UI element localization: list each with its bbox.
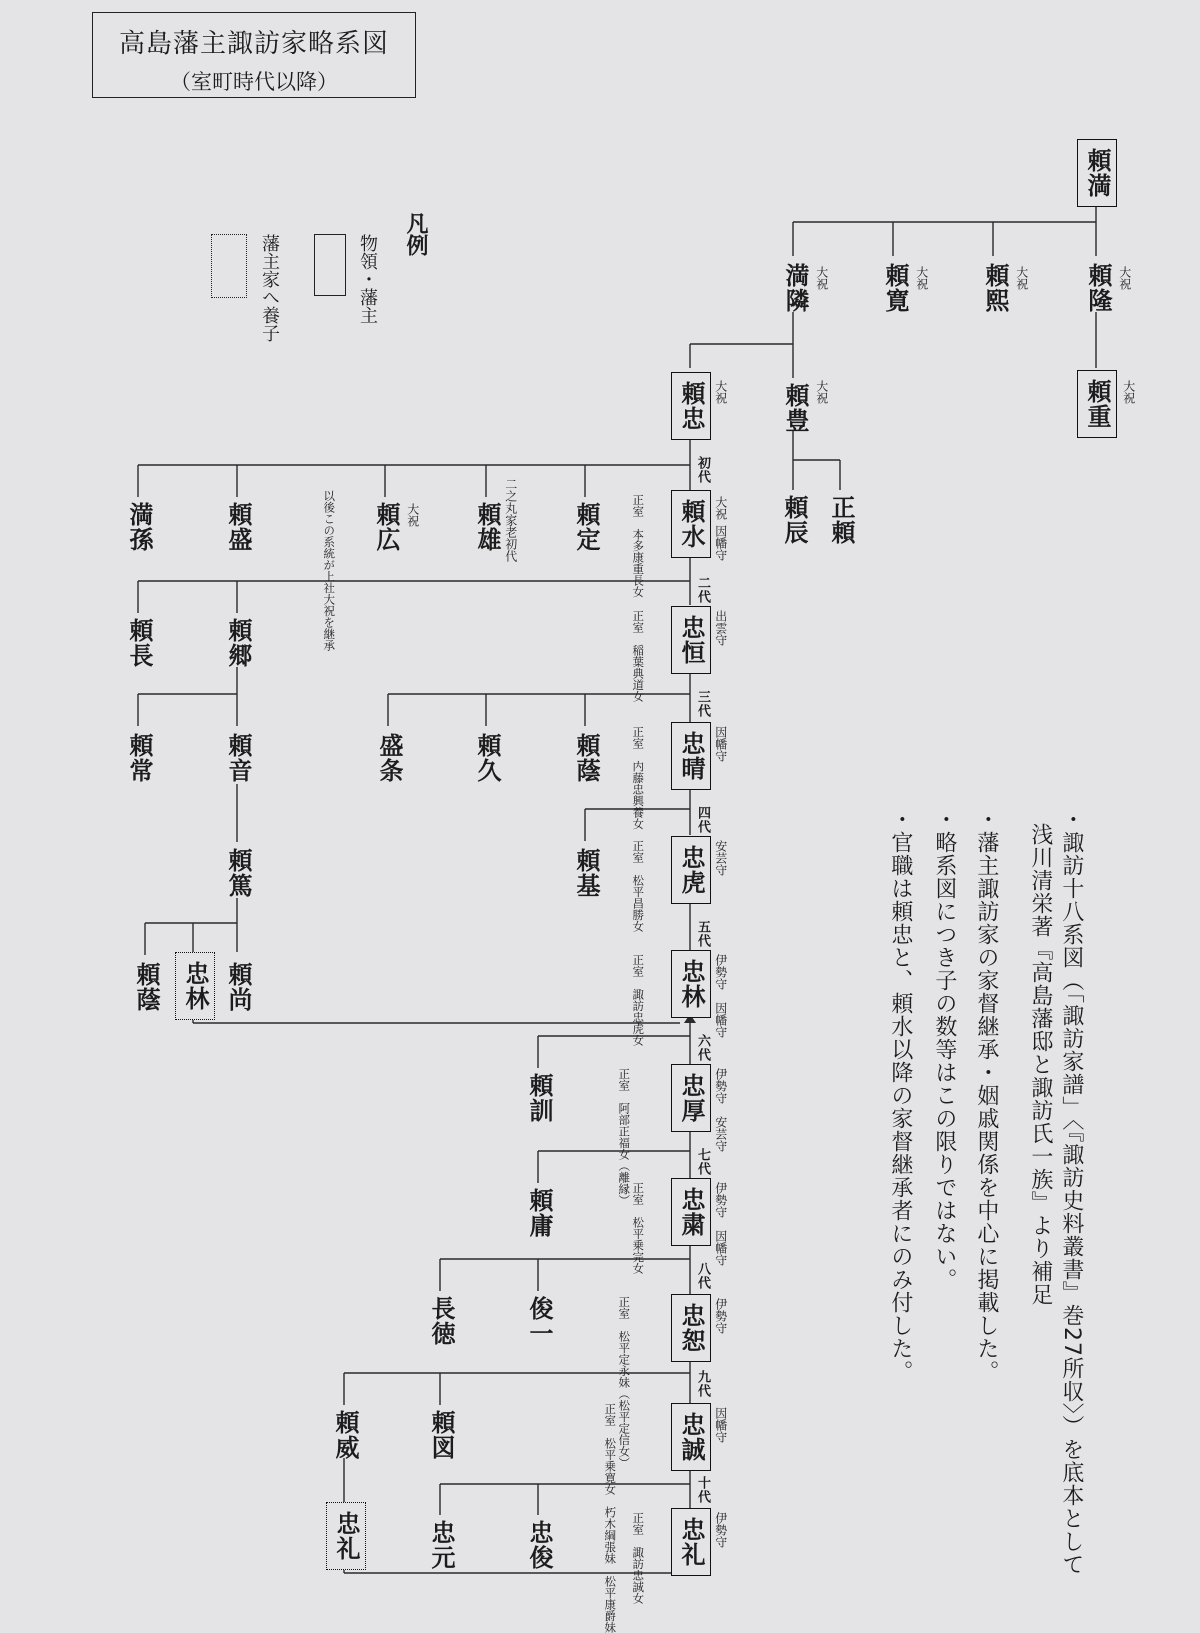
person-mitsumago: 満孫 bbox=[125, 502, 153, 552]
wife-note: 正室 内藤忠興養女 bbox=[631, 726, 646, 830]
person-mitsuchika: 満隣 bbox=[781, 263, 809, 313]
person-tadamasa: 忠誠 bbox=[671, 1403, 711, 1471]
person-yorihiro: 頼広 bbox=[372, 502, 400, 552]
legend-dotted-box bbox=[211, 234, 247, 298]
title-taihoori: 大祝 bbox=[814, 380, 829, 404]
person-yorimori: 頼盛 bbox=[224, 502, 252, 552]
wife-note: 正室 稲葉典道女 bbox=[631, 610, 646, 702]
person-tadakata: 忠粛 bbox=[671, 1178, 711, 1246]
person-yorikage: 頼蔭 bbox=[572, 733, 600, 783]
person-tadatsune: 忠恒 bbox=[671, 606, 711, 674]
note-2: 浅川清栄著『高島藩邸と諏訪氏一族』より補足 bbox=[1027, 823, 1053, 1306]
title-taihoori: 大祝 bbox=[1121, 380, 1136, 404]
wife-note: 正室 松平定永妹（松平定信女） bbox=[617, 1296, 632, 1469]
generation-label: 五代 bbox=[695, 920, 710, 948]
generation-label: 三代 bbox=[695, 690, 710, 718]
office-title: 因幡守 bbox=[713, 726, 728, 762]
person-yorinaga: 頼長 bbox=[125, 618, 153, 668]
person-yoritaka: 頼隆 bbox=[1084, 263, 1112, 313]
office-title: 伊勢守 安芸守 bbox=[713, 1068, 728, 1152]
title-taihoori: 大祝 bbox=[1117, 266, 1132, 290]
note-3: ・藩主諏訪家の家督継承・姻戚関係を中心に掲載した。 bbox=[973, 808, 999, 1383]
person-masayori: 正頼 bbox=[827, 495, 855, 545]
person-nagamichi: 長徳 bbox=[427, 1296, 455, 1346]
person-yorinori: 頼訓 bbox=[525, 1073, 553, 1123]
office-title: 伊勢守 bbox=[713, 1512, 728, 1548]
person-tadaharu: 忠晴 bbox=[671, 722, 711, 790]
generation-label: 七代 bbox=[695, 1148, 710, 1176]
title-taihoori: 大祝 bbox=[713, 380, 728, 404]
wife-note: 正室 松平乗完女 bbox=[631, 1182, 646, 1274]
office-title: 因幡守 bbox=[713, 525, 728, 561]
wife-note: 正室 諏訪忠誠女 bbox=[631, 1512, 646, 1604]
office-title: 因幡守 bbox=[713, 1407, 728, 1443]
person-yorihiro-k: 頼熙 bbox=[981, 263, 1009, 313]
office-title: 出雲守 bbox=[713, 610, 728, 646]
person-yoritada: 頼忠 bbox=[671, 372, 711, 440]
title-taihoori: 大祝 bbox=[405, 503, 420, 527]
legend-solid-box bbox=[314, 234, 346, 296]
person-shunichi: 俊一 bbox=[525, 1296, 553, 1346]
person-tadatoki: 忠林 bbox=[671, 950, 711, 1018]
person-tadaaya-adopt: 忠礼 bbox=[326, 1502, 366, 1570]
person-yorimizu: 頼水 bbox=[671, 490, 711, 558]
page-title: 高島藩主諏訪家略系図 bbox=[118, 29, 389, 59]
person-tadaatsu: 忠厚 bbox=[671, 1064, 711, 1132]
person-tadaaya: 忠礼 bbox=[671, 1508, 711, 1576]
person-moriyoshi: 盛条 bbox=[375, 733, 403, 783]
person-yorihisa: 頼久 bbox=[473, 733, 501, 783]
person-yorikatsu: 頼雄 bbox=[473, 502, 501, 552]
generation-label: 六代 bbox=[695, 1034, 710, 1062]
page-subtitle: （室町時代以降） bbox=[170, 70, 338, 94]
legend-solid-label: 物領・藩主 bbox=[357, 234, 378, 324]
note-5: ・官職は頼忠と、頼水以降の家督継承者にのみ付した。 bbox=[887, 808, 913, 1383]
succession-note: 以後この系統が上社大祝を継承 bbox=[322, 490, 337, 651]
title-taihoori: 大祝 bbox=[914, 266, 929, 290]
person-yoritake: 頼威 bbox=[331, 1410, 359, 1460]
legend-dotted-label: 藩主家へ養子 bbox=[259, 234, 280, 342]
wife-note: 正室 松平昌勝女 bbox=[631, 840, 646, 932]
person-yoriyasu2: 頼庸 bbox=[525, 1188, 553, 1238]
person-yorinao: 頼尚 bbox=[224, 962, 252, 1012]
note-ninomaru: 二之丸家老初代 bbox=[503, 478, 518, 562]
title-box bbox=[92, 12, 416, 98]
generation-label: 二代 bbox=[695, 576, 710, 604]
office-title: 伊勢守 bbox=[713, 1298, 728, 1334]
person-yorimoto: 頼基 bbox=[572, 848, 600, 898]
title-taihoori: 大祝 bbox=[1014, 266, 1029, 290]
legend-heading: 凡例 bbox=[403, 212, 428, 256]
generation-label: 初代 bbox=[695, 456, 710, 484]
generation-label: 十代 bbox=[695, 1476, 710, 1504]
wife-note: 正室 阿部正福女（離縁） bbox=[617, 1068, 632, 1206]
person-yoritsune: 頼常 bbox=[125, 733, 153, 783]
person-yoritoyo: 頼豊 bbox=[781, 383, 809, 433]
person-yoritoki: 頼辰 bbox=[780, 495, 808, 545]
person-yoriyasu: 頼定 bbox=[572, 502, 600, 552]
person-yorikage2: 頼蔭 bbox=[132, 962, 160, 1012]
person-tadatoki-adopt: 忠林 bbox=[175, 952, 215, 1020]
wife-note: 正室 諏訪忠虎女 bbox=[631, 954, 646, 1046]
person-tadamoto: 忠元 bbox=[427, 1520, 455, 1570]
wife-note: 正室 本多康重長女 bbox=[631, 494, 646, 598]
office-title: 伊勢守 因幡守 bbox=[713, 1182, 728, 1266]
person-tadamichi: 忠恕 bbox=[671, 1294, 711, 1362]
office-title: 安芸守 bbox=[713, 840, 728, 876]
person-yorioto: 頼音 bbox=[224, 733, 252, 783]
person-yorishige: 頼重 bbox=[1077, 370, 1117, 438]
person-yoriatsu: 頼篤 bbox=[224, 848, 252, 898]
person-tadatoshi: 忠俊 bbox=[525, 1520, 553, 1570]
generation-label: 八代 bbox=[695, 1262, 710, 1290]
generation-label: 九代 bbox=[695, 1370, 710, 1398]
person-yorisato: 頼郷 bbox=[224, 618, 252, 668]
person-yorihiro-h: 頼寛 bbox=[881, 263, 909, 313]
note-4: ・略系図につき子の数等はこの限りではない。 bbox=[931, 808, 957, 1291]
title-taihoori: 大祝 bbox=[814, 266, 829, 290]
person-yoritsugu: 頼図 bbox=[427, 1410, 455, 1460]
note-1: ・諏訪十八系図（「諏訪家譜」〈『諏訪史料叢書』巻27所収〉）を底本として bbox=[1058, 808, 1084, 1576]
generation-label: 四代 bbox=[695, 806, 710, 834]
office-title: 伊勢守 因幡守 bbox=[713, 954, 728, 1038]
person-tadatora: 忠虎 bbox=[671, 836, 711, 904]
wife-note: 正室 松平乗寛女 朽木綱張妹 松平康爵妹 bbox=[603, 1403, 618, 1633]
office-title: 大祝 bbox=[713, 496, 728, 520]
person-yorimitsu: 頼満 bbox=[1077, 139, 1117, 207]
